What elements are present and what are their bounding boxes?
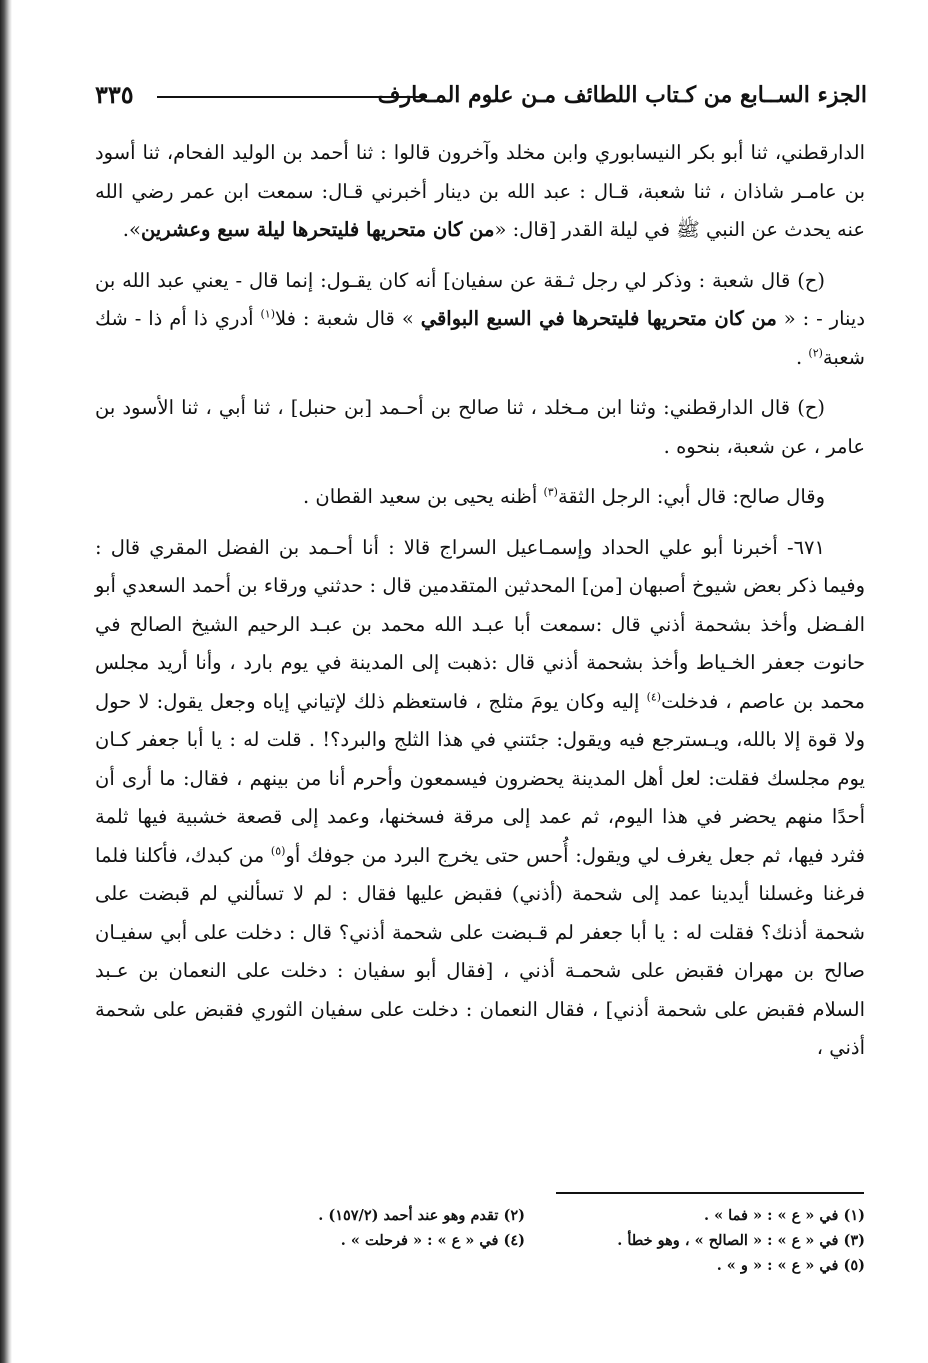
paragraph-3: (ح) قال الدارقطني: وثنا ابن مـخلد ، ثنا صالح بن أحـمد [بن حنبل] ، ثنا أبي ، ثنا الأسود بن عامر ، عن شعبة، بنحوه . (95, 396, 865, 458)
footnote-1: (١) في « ع » : « فما » . (703, 1207, 865, 1224)
footnote-ref-5: (٥) (270, 844, 286, 857)
footnote-ref-4: (٤) (646, 690, 662, 703)
footnote-ref-2: (٢) (808, 346, 823, 359)
footnotes-left-column (235, 1203, 525, 1253)
footnotes-right-column (565, 1203, 865, 1278)
paragraph-1: الدارقطني، ثنا أبو بكر النيسابوري وابن مخلد وآخرون قالوا : ثنا أحمد بن الوليد الفحام، ثنا أسود بن عامـر شاذان ، ثنا شعبة، قـال : عبد الله بن دينار أخبرني قـال: سمعت ابن عمر رضي الله عنه يحدث عن النبي ﷺ في ليلة القدر [قال: «من كان متحريها فليتحرها ليلة سبع وعشرين». (95, 141, 865, 241)
paragraph-4: وقال صالح: قال أبي: الرجل الثقة$^{(٣)}$ أظنه يحيى بن سعيد القطان . (303, 485, 825, 508)
scan-edge-shadow (0, 0, 12, 1363)
hadith-quote: من كان متحريها فليتحرها في السبع البواقي (420, 307, 777, 330)
footnote-separator (556, 1192, 864, 1194)
footnote-ref-3: (٣) (543, 485, 558, 499)
footnote-ref-1: (١) (260, 307, 276, 321)
footnote-4: (٤) في « ع » : « فرحلت » . (340, 1232, 525, 1249)
hadith-quote: من كان متحريها فليتحرها ليلة سبع وعشرين (140, 218, 495, 241)
footnote-5: (٥) في « ع » : « و » . (716, 1257, 865, 1274)
paragraph-2: (ح) قال شعبة : وذكر لي رجل ثـقة عن سفيان] أنه كان يقـول: إنما قال - يعني عبد الله بن دينار - : « من كان متحريها فليتحرها في السبع البواقي » قال شعبة : فلا$^{(١)}$ أدري ذا أم ذا - شك شعبة$^{(٢)}$ . (95, 268, 866, 369)
paragraph-5: ٦٧١- أخبرنا أبو علي الحداد وإسمـاعيل السراج قالا : أنا أحـمد بن الفضل المقري قال : وفيما ذكر بعض شيوخ أصبهان [من] المحدثين المتقدمين قال : حدثني ورقاء بن أحمد السعدي أبو الفـضل وأخذ بشحمة أذني قال :سمعت أبا عبـد الله محمد بن عبـد الرحيم الشيخ الصالح في حانوت جعفر الخـياط وأخذ بشحمة أذني قال :ذهبت إلى المدينة في يوم بارد ، وأنا أريد مجلس محمد بن عاصم ، فدخلت$^{(٤)}$ إليه وكان يومَ مثلج ، فاستعظم ذلك لإتياني إياه وجعل يقول: لا حول ولا قوة إلا بالله، ويـسترجع فيه ويقول: جئتني في هذا الثلج والبرد؟! . قلت له : يا أبا جعفر كـان يوم مجلسك فقلت: لعل أهل المدينة يحضرون فيسمعون وأحرم أنا من بينهم ، فقال: ما أرى أن أحدًا منهم يحضر في هذا اليوم، ثم عمد إلى مرقة فسخنها، وعمد إلى قصعة خشبية فيها ثلمة فثرد فيها، ثم جعل يغرف لي ويقول: أُحس حتى يخرج البرد من جوفك أو$^{(٥)}$ من كبدك، فأكلنا فلما فرغنا وغسلنا أيدينا عمد إلى شحمة (أذني) فقبض عليها فقال : لم لا تسألني لم قبضت على شحمة أذنك؟ فقلت له : يا أبا جعفر لم قـبضت على شحمة أذني؟ قال : دخلت على أبي سفيـان صالح بن مهران فقبض على شحمـة أذني ، [فقال أبو سفيان : دخلت على النعمان بن عـبد السلام فقبض على شحمة أذني] ، فقال النعمان : دخلت على سفيان الثوري فقبض على شحمة أذني ، (95, 535, 865, 1059)
running-header (95, 78, 867, 118)
header-title: الجزء الســابع من كـتاب اللطائف مـن علوم المـعارف (377, 82, 867, 108)
header-rule (157, 96, 427, 98)
footnote-3: (٣) في « ع » : « الصالح » ، وهو خطأ . (617, 1232, 865, 1249)
footnote-2: (٢) تقدم وهو عند أحمد (١٥٧/٢) . (318, 1207, 525, 1224)
main-text (95, 134, 865, 1080)
page-number: ٣٣٥ (95, 80, 134, 109)
